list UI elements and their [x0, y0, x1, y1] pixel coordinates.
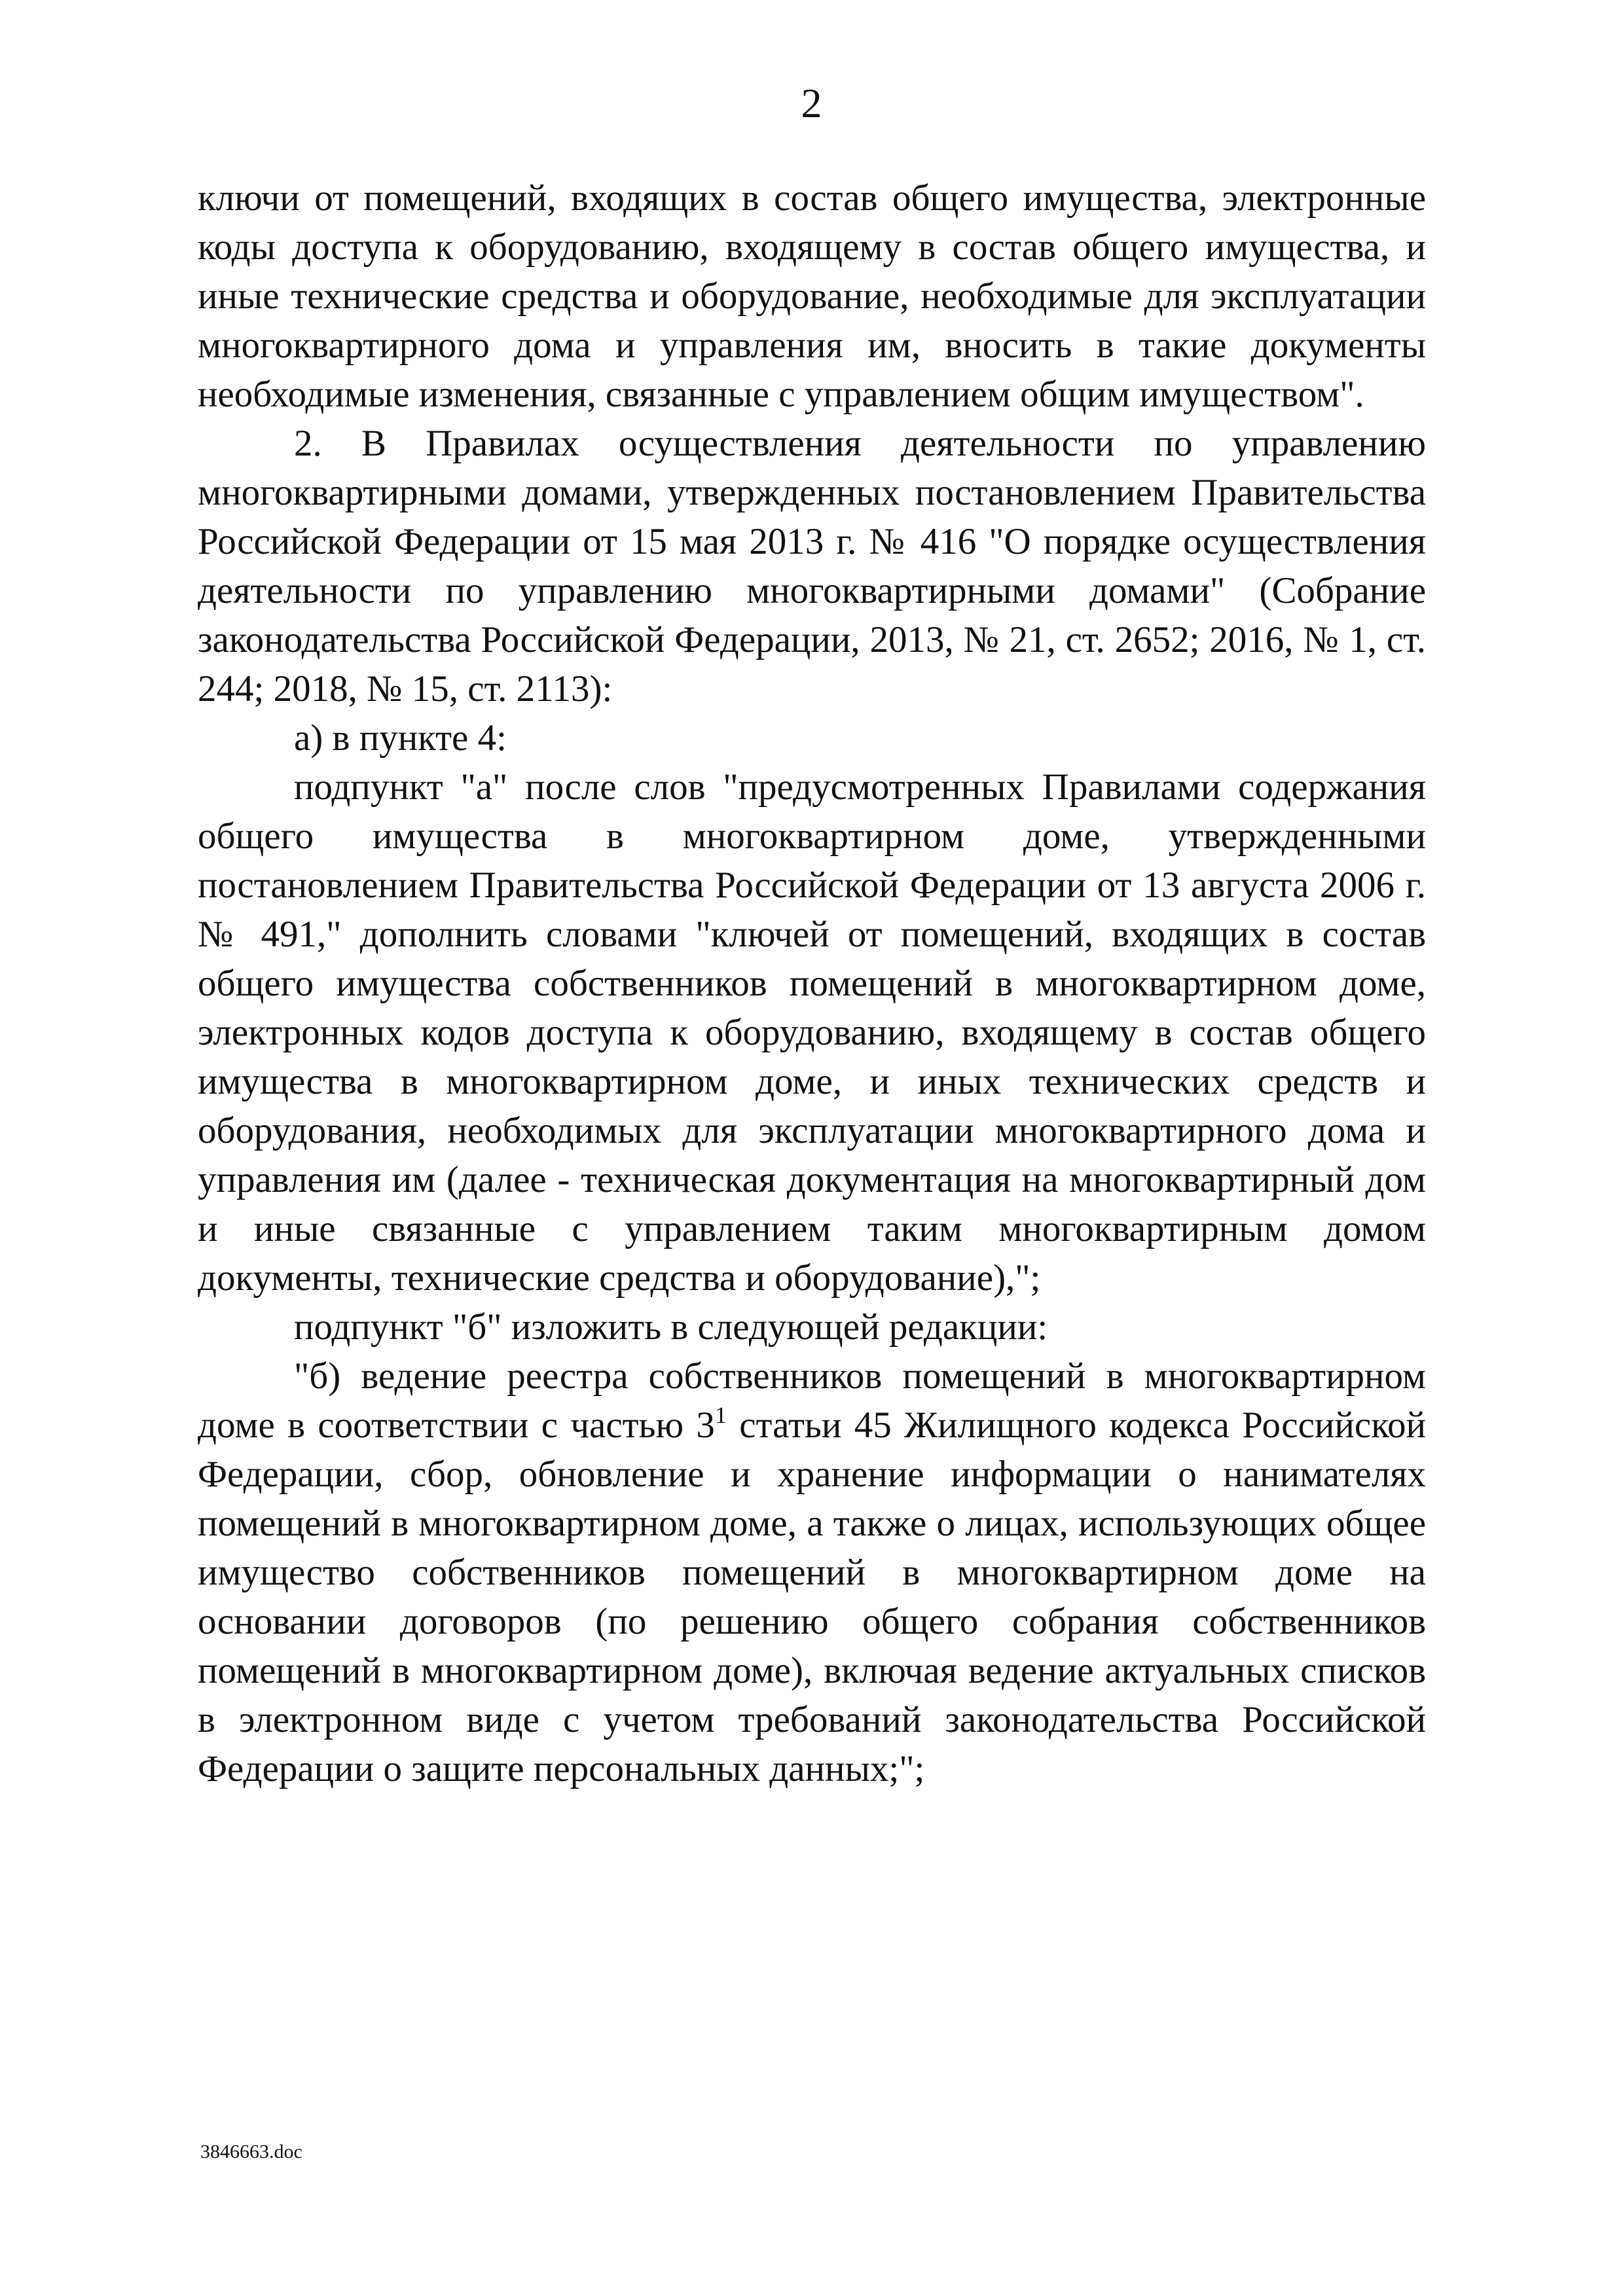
paragraph-subpoint-b: подпункт "б" изложить в следующей редакции:	[294, 1306, 1048, 1348]
paragraph-continuation: ключи от помещений, входящих в состав общего имущества, электронные коды доступа к оборудованию, входящему в состав общего имущества, и иные технические средства и оборудование, необходимые для эксплуатации многоквартирного дома и управления им, вносить в такие документы необходимые изменения, связанные с управлением общим имуществом".	[198, 177, 1426, 415]
document-body	[198, 173, 1426, 1793]
paragraph-subpoint-b-text	[198, 1352, 1426, 1793]
paragraph-subpoint-a: подпункт "а" после слов "предусмотренных Правилами содержания общего имущества в многоквартирном доме, утвержденными постановлением Правительства Российской Федерации от 13 августа 2006 г. № 491," дополнить словами "ключей от помещений, входящих в состав общего имущества собственников помещений в многоквартирном доме, электронных кодов доступа к оборудованию, входящему в состав общего имущества в многоквартирном доме, и иных технических средств и оборудования, необходимых для эксплуатации многоквартирного дома и управления им (далее - техническая документация на многоквартирный дом и иные связанные с управлением таким многоквартирным домом документы, технические средства и оборудование),";	[198, 766, 1426, 1299]
superscript: 1	[714, 1402, 727, 1428]
page-number: 2	[801, 80, 822, 126]
paragraph-text-part: "б) ведение реестра собственников помещений в многоквартирном доме в соответствии с частью 3	[198, 1355, 1426, 1446]
paragraph-text-part: статьи 45 Жилищного кодекса Российской Федерации, сбор, обновление и хранение информации о нанимателях помещений в многоквартирном доме, а также о лицах, использующих общее имущество собственников помещений в многоквартирном доме на основании договоров (по решению общего собрания собственников помещений в многоквартирном доме), включая ведение актуальных списков в электронном виде с учетом требований законодательства Российской Федерации о защите персональных данных;";	[198, 1405, 1426, 1789]
paragraph-subitem-a: а) в пункте 4:	[294, 717, 507, 759]
document-footer: 3846663.doc	[200, 2141, 302, 2162]
paragraph-item-2: 2. В Правилах осуществления деятельности по управлению многоквартирными домами, утвержденных постановлением Правительства Российской Федерации от 15 мая 2013 г. № 416 "О порядке осуществления деятельности по управлению многоквартирными домами" (Собрание законодательства Российской Федерации, 2013, № 21, ст. 2652; 2016, № 1, ст. 244; 2018, № 15, ст. 2113):	[198, 423, 1426, 709]
